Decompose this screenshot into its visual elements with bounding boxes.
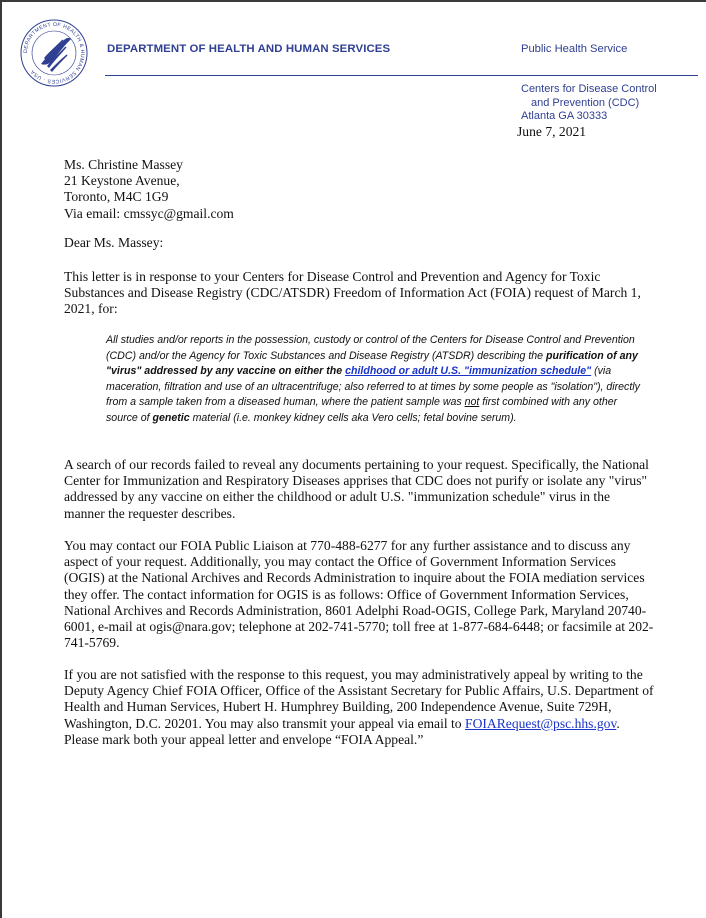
recipient-street: 21 Keystone Avenue, bbox=[64, 173, 180, 189]
recipient-email: Via email: cmssyc@gmail.com bbox=[64, 205, 234, 221]
immunization-schedule-link[interactable]: childhood or adult U.S. "immunization schedule" bbox=[345, 365, 592, 378]
quote-not-underlined: not bbox=[464, 396, 480, 409]
salutation: Dear Ms. Massey: bbox=[64, 235, 164, 250]
agency-address-block bbox=[521, 83, 657, 124]
department-name: DEPARTMENT OF HEALTH AND HUMAN SERVICES bbox=[107, 43, 391, 55]
paragraph-search-result: A search of our records failed to reveal any documents pertaining to your request. Specifically, the National Center for Immunization and Respiratory Diseases apprises that CDC does not purify or isolate any "virus" addressed by any vaccine on either the childhood or adult U.S. "immunization schedule" virus in the manner the requester describes. bbox=[64, 457, 649, 521]
recipient-city: Toronto, M4C 1G9 bbox=[64, 189, 169, 205]
page-border-left bbox=[0, 0, 2, 918]
agency-line-2: and Prevention (CDC) bbox=[531, 96, 640, 109]
quote-bold-text: purification of any "virus" addressed by any vaccine on either the bbox=[106, 349, 638, 378]
quote-genetic-bold: genetic bbox=[152, 411, 190, 424]
public-health-service: Public Health Service bbox=[521, 43, 628, 55]
seal-ring-text: DEPARTMENT OF HEALTH & HUMAN SERVICES · USA bbox=[22, 21, 86, 85]
recipient-name: Ms. Christine Massey bbox=[64, 157, 183, 172]
quote-text-d: material (i.e. monkey kidney cells aka Vero cells; fetal bovine serum). bbox=[189, 411, 517, 424]
appeal-text-b: . Please mark both your appeal letter and envelope “FOIA Appeal.” bbox=[64, 715, 620, 747]
hhs-seal-logo bbox=[14, 18, 94, 88]
quote-text-c: first combined with any other source of bbox=[106, 396, 618, 424]
letterhead-rule bbox=[105, 75, 698, 76]
agency-line-1: Centers for Disease Control bbox=[521, 83, 657, 95]
quote-text-b: (via maceration, filtration and use of an ultracentrifuge; also referred to at times by some people as "isolation"), directly from a sample taken from a diseased human, where the patient sample was bbox=[106, 365, 640, 409]
quote-text-a: All studies and/or reports in the possession, custody or control of the Centers for Disease Control and Prevention (CDC) and/or the Agency for Toxic Substances and Disease Registry (ATSDR) describing the bbox=[106, 334, 635, 362]
foia-email-link[interactable]: FOIARequest@psc.hhs.gov bbox=[465, 715, 617, 731]
appeal-text-a: If you are not satisfied with the response to this request, you may administratively appeal by writing to the Deputy Agency Chief FOIA Officer, Office of the Assistant Secretary for Public Affairs, U.S. Department of Health and Human Services, Hubert H. Humphrey Building, 200 Independence Avenue, Suite 729H, Washington, D.C. 20201. You may also transmit your appeal via email to bbox=[64, 667, 654, 731]
letter-date: June 7, 2021 bbox=[517, 124, 587, 139]
paragraph-appeal bbox=[64, 667, 654, 748]
page-border-top bbox=[0, 0, 706, 2]
paragraph-contact: You may contact our FOIA Public Liaison at 770-488-6277 for any further assistance and to discuss any aspect of your request. Additionally, you may contact the Office of Government Information Services (OGIS) at the National Archives and Records Administration to inquire about the FOIA mediation services they offer. The contact information for OGIS is as follows: Office of Government Information Services, National Archives and Records Administration, 8601 Adelphi Road-OGIS, College Park, Maryland 20740-6001, e-mail at ogis@nara.gov; telephone at 202-741-5770; toll free at 1-877-684-6448; or facsimile at 202-741-5769. bbox=[64, 538, 654, 651]
recipient-address bbox=[64, 157, 234, 222]
paragraph-request: This letter is in response to your Centers for Disease Control and Prevention and Agency for Toxic Substances and Disease Registry (CDC/ATSDR) Freedom of Information Act (FOIA) request of March 1, 2021, for: bbox=[64, 269, 641, 317]
eagle-profile-icon bbox=[41, 38, 71, 72]
agency-line-3: Atlanta GA 30333 bbox=[521, 110, 608, 122]
request-quote bbox=[106, 333, 646, 427]
